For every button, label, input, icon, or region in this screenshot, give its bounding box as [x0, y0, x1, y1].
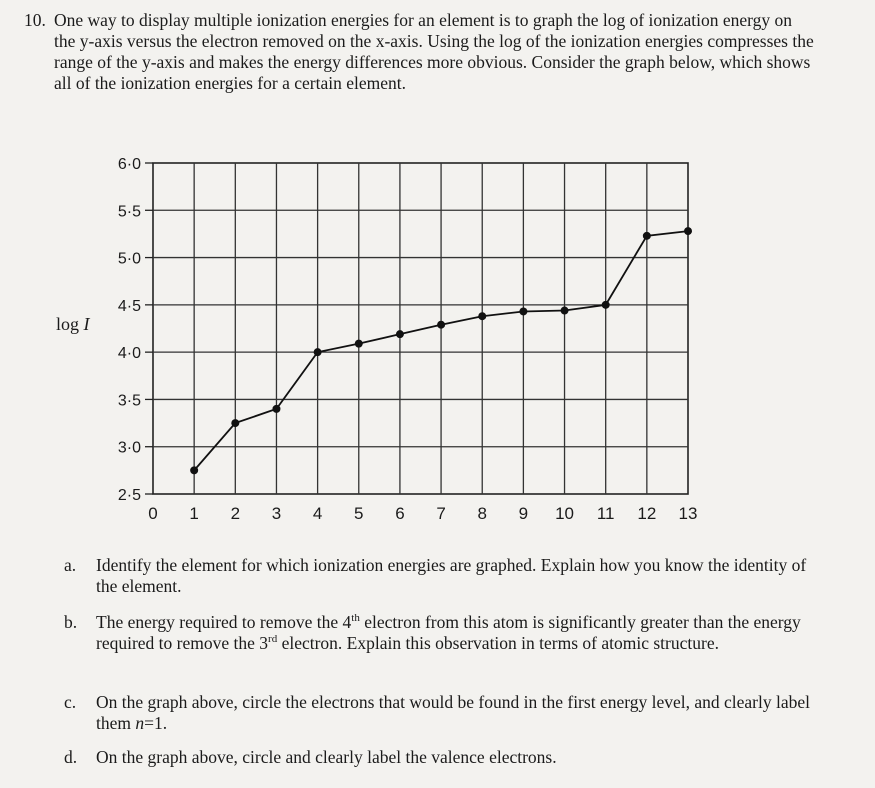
x-tick-label: 11: [596, 504, 615, 523]
y-tick-label: 3·0: [117, 439, 141, 457]
x-tick-label: 12: [637, 504, 657, 523]
data-point: [602, 301, 610, 309]
x-tick-label: 9: [518, 504, 529, 523]
x-tick-label: 3: [271, 504, 282, 523]
part-text-seg: electron from this atom is significantly greater than the energy required to remove the 3: [96, 612, 801, 653]
x-tick-label: 0: [148, 504, 158, 523]
question-stem: One way to display multiple ionization energies for an element is to graph the log of ionization energy on the y-axis versus the electron removed on the x-axis. Using the log of the ionization energies compresses the range of the y-axis and makes the energy differences more obvious. Consider the graph below, which shows all of the ionization energies for a certain element.: [54, 10, 814, 93]
part-text: [96, 612, 821, 654]
x-tick-label: 2: [230, 504, 241, 523]
data-point: [231, 419, 239, 427]
y-axis-label-symbol: I: [83, 314, 90, 334]
y-tick-label: 6·0: [117, 156, 141, 173]
x-tick-label: 7: [436, 504, 446, 523]
x-tick-label: 10: [555, 504, 574, 523]
x-tick-label: 13: [678, 504, 698, 523]
data-point: [190, 466, 198, 474]
part-text: Identify the element for which ionization energies are graphed. Explain how you know the identity of the element.: [96, 555, 807, 596]
part-letter: c.: [64, 692, 77, 712]
data-point: [561, 307, 569, 315]
x-tick-label: 6: [395, 504, 405, 523]
part-letter: a.: [64, 555, 77, 575]
data-point: [355, 340, 363, 348]
part-text-seg: On the graph above, circle the electrons that would be found in the first energy level, and clearly label them: [96, 692, 810, 733]
data-point: [519, 307, 527, 315]
data-point: [643, 232, 651, 240]
y-tick-label: 4·0: [117, 345, 141, 363]
data-point: [396, 330, 404, 338]
chart-svg: [40, 150, 740, 530]
ionization-energy-chart: [40, 150, 740, 530]
x-tick-label: 5: [354, 504, 364, 523]
y-tick-label: 4·5: [117, 297, 141, 315]
y-tick-label: 5·0: [117, 250, 141, 268]
x-tick-label: 4: [312, 504, 323, 523]
data-point: [314, 348, 322, 356]
y-axis-label: log I: [56, 314, 90, 334]
part-letter: b.: [64, 612, 78, 632]
x-tick-label: 8: [477, 504, 487, 523]
plot-frame: [153, 163, 688, 494]
x-tick-label: 1: [189, 504, 199, 523]
part-text-seg: =1.: [144, 713, 168, 733]
data-point: [478, 312, 486, 320]
question-number: 10.: [24, 10, 46, 30]
data-point: [684, 227, 692, 235]
data-point: [437, 321, 445, 329]
ordinal-suffix: rd: [268, 633, 278, 646]
part-text: On the graph above, circle and clearly label the valence electrons.: [96, 747, 557, 767]
data-point: [272, 405, 280, 413]
y-tick-label: 3·5: [117, 392, 141, 410]
part-text: [96, 692, 821, 734]
part-text-seg: electron. Explain this observation in terms of atomic structure.: [277, 633, 719, 653]
part-text-seg: The energy required to remove the 4: [96, 612, 352, 632]
italic-n: n: [135, 713, 145, 733]
ordinal-suffix: th: [351, 612, 360, 625]
part-letter: d.: [64, 747, 78, 767]
y-tick-label: 5·5: [117, 203, 141, 221]
y-tick-label: 2·5: [117, 487, 141, 504]
